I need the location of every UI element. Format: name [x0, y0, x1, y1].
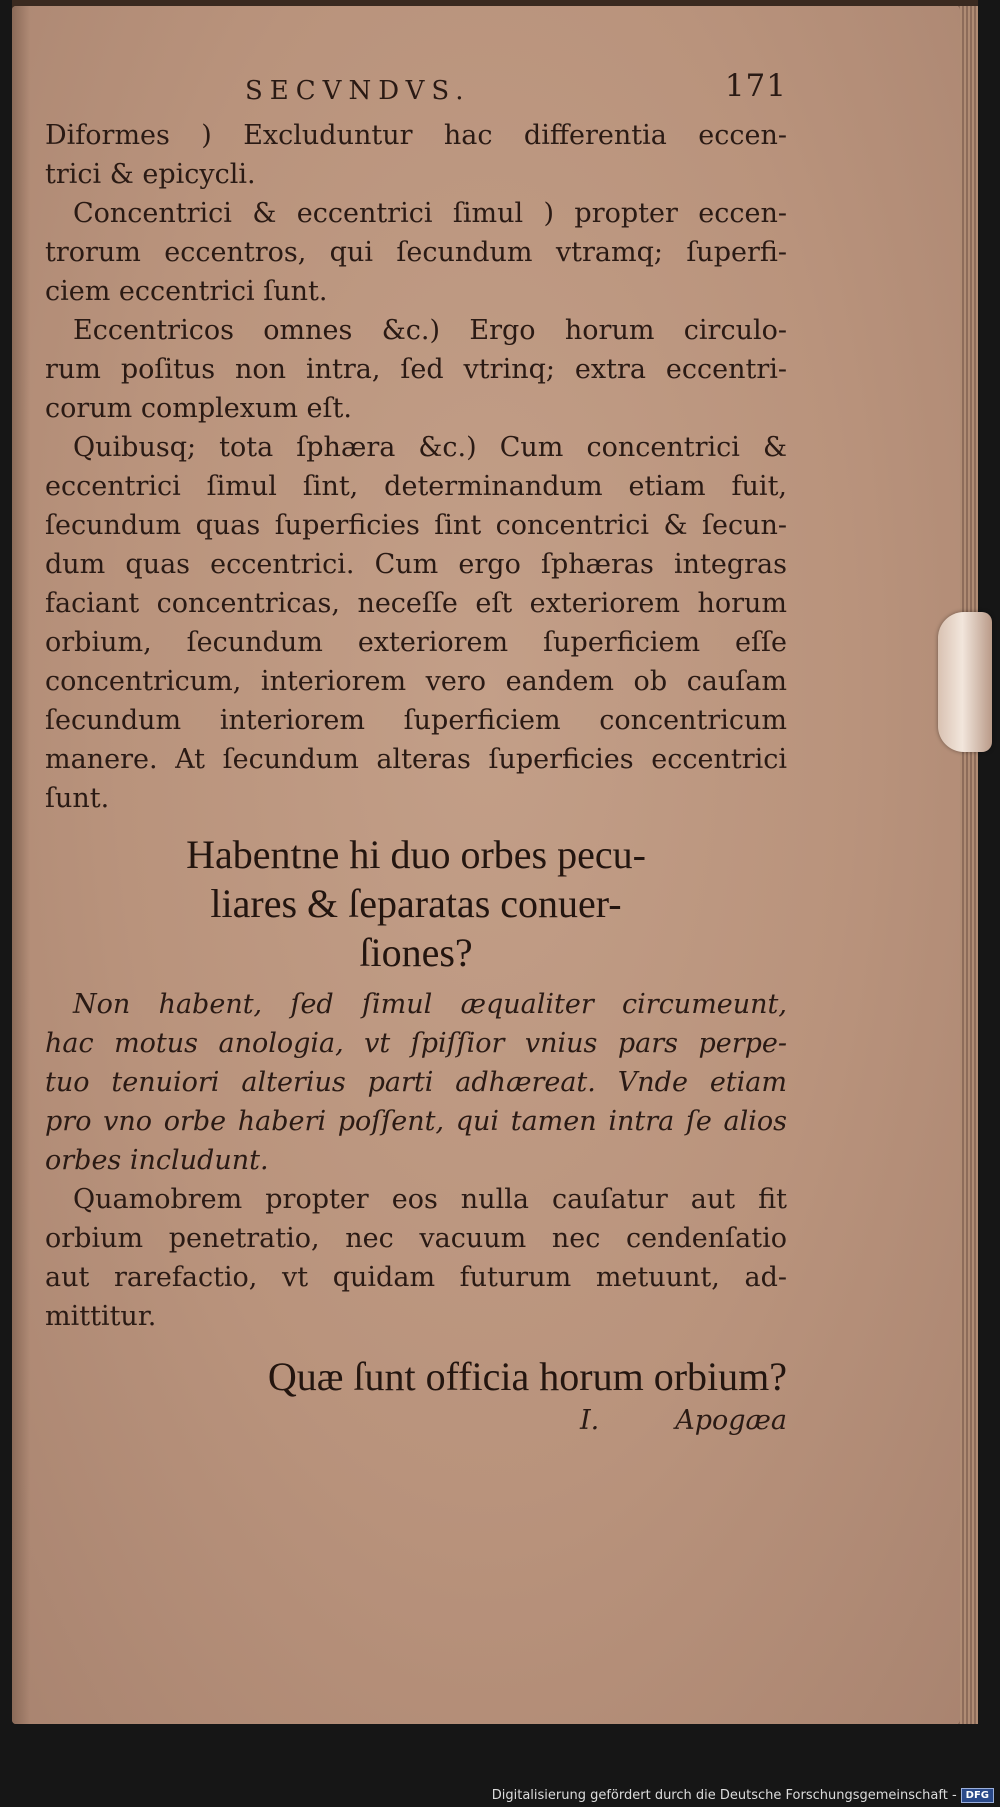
text-line: Eccentricos omnes &c.) Ergo horum circulo- [73, 315, 787, 346]
text-line: tuo tenuiori alterius parti adhæreat. Vnde etiam [45, 1067, 787, 1098]
body-paragraphs [45, 116, 787, 818]
answer-paragraph [45, 985, 787, 1180]
text-line: pro vno orbe haberi poſſent, qui tamen intra ſe alios [45, 1106, 787, 1137]
dfg-logo: DFG [961, 1788, 994, 1803]
text-line: concentricum, interiorem vero eandem ob cauſam [45, 666, 787, 697]
page-gutter-shadow [12, 6, 30, 1724]
question-heading-2 [45, 1352, 787, 1402]
credit-text: Digitalisierung gefördert durch die Deutsche Forschungsgemeinschaft - [491, 1788, 957, 1803]
book-clasp [938, 612, 992, 752]
text-line: ciem eccentrici ſunt. [45, 276, 328, 307]
text-line: aut rarefactio, vt quidam futurum metuunt, ad- [45, 1262, 787, 1293]
paragraph [45, 194, 787, 311]
text-line: corum complexum eſt. [45, 393, 352, 424]
text-line: rum poſitus non intra, ſed vtrinq; extra eccentri- [45, 354, 787, 385]
running-head [45, 64, 787, 116]
followup-paragraph [45, 1180, 787, 1336]
digitization-credit [492, 1788, 994, 1803]
paragraph [45, 428, 787, 818]
text-line: ſecundum quas ſuperficies ſint concentrici & ſecun- [45, 510, 787, 541]
text-line: dum quas eccentrici. Cum ergo ſphæras integras [45, 549, 787, 580]
page-text [45, 64, 787, 1442]
text-line: manere. At ſecundum alteras ſuperficies eccentrici [45, 744, 787, 775]
text-line: Quamobrem propter eos nulla cauſatur aut fit [73, 1184, 787, 1215]
heading-line: ſiones? [359, 930, 473, 975]
text-line: ſunt. [45, 783, 110, 814]
text-line: trorum eccentros, qui ſecundum vtramq; ſuperfi- [45, 237, 787, 268]
heading-line: Habentne hi duo orbes pecu- [186, 832, 646, 877]
text-line: faciant concentricas, neceſſe eſt exteriorem horum [45, 588, 787, 619]
catchword: Apogæa [675, 1405, 787, 1436]
running-head-title: SECVNDVS. [245, 76, 471, 106]
text-line: orbes includunt. [45, 1145, 269, 1176]
text-line: Non habent, ſed ſimul æqualiter circumeunt, [73, 989, 787, 1020]
text-line: hac motus anologia, vt ſpiſſior vnius pars perpe- [45, 1028, 787, 1059]
text-line: trici & epicycli. [45, 159, 256, 190]
text-line: eccentrici ſimul ſint, determinandum etiam fuit, [45, 471, 787, 502]
text-line: mittitur. [45, 1301, 157, 1332]
text-line: Concentrici & eccentrici ſimul ) propter eccen- [73, 198, 787, 229]
heading-line: Quæ ſunt officia horum orbium? [267, 1354, 787, 1399]
catchline [45, 1402, 787, 1442]
question-heading [45, 830, 787, 977]
text-line: orbium, ſecundum exteriorem ſuperficiem eſſe [45, 627, 787, 658]
text-line: Diformes ) Excluduntur hac differentia eccen- [45, 120, 787, 151]
signature-mark: I. [580, 1405, 600, 1436]
paragraph [45, 311, 787, 428]
text-line: Quibusq; tota ſphæra &c.) Cum concentrici & [73, 432, 787, 463]
page-number: 171 [724, 68, 787, 104]
text-line: ſecundum interiorem ſuperficiem concentricum [45, 705, 787, 736]
paragraph [45, 116, 787, 194]
text-line: orbium penetratio, nec vacuum nec cendenſatio [45, 1223, 787, 1254]
heading-line: liares & ſeparatas conuer- [210, 881, 622, 926]
